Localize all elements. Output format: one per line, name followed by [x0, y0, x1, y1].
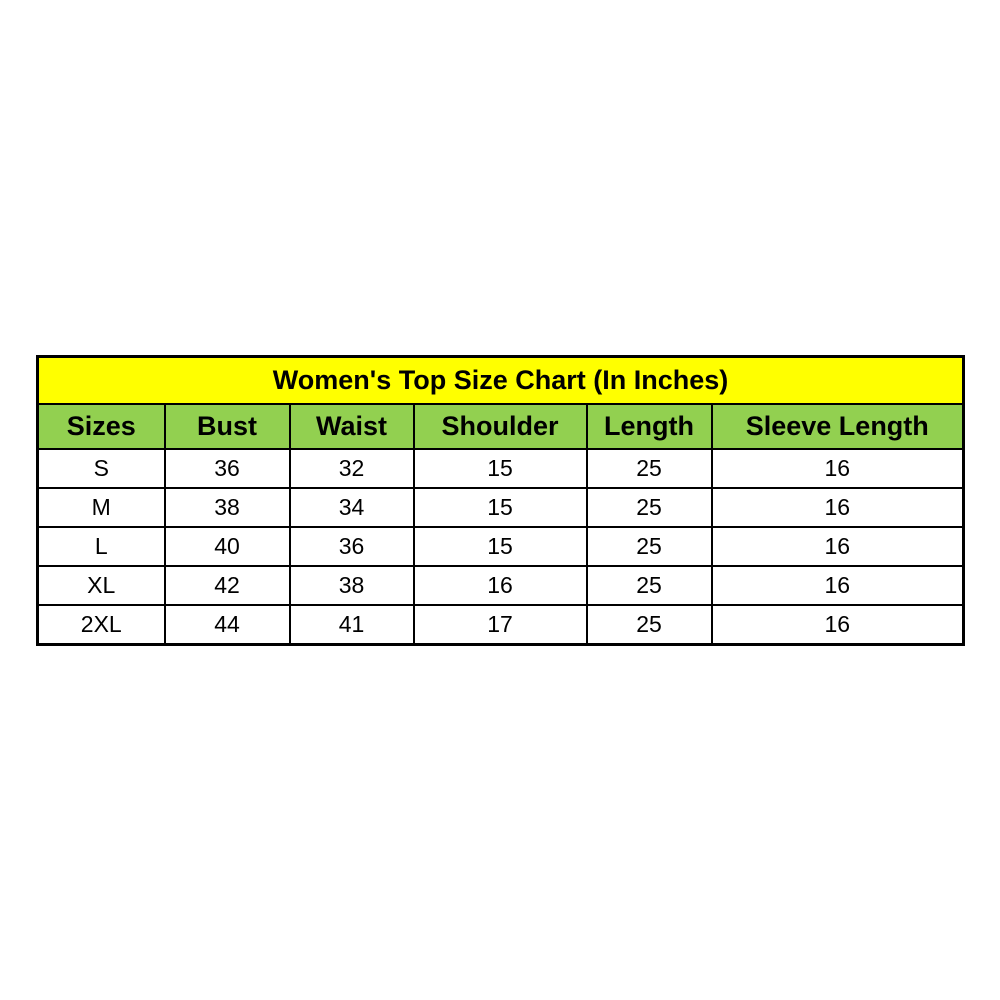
measurement-cell: 15 [414, 488, 587, 527]
measurement-cell: 25 [587, 566, 712, 605]
measurement-cell: 36 [290, 527, 414, 566]
column-header-length: Length [587, 404, 712, 449]
measurement-cell: 44 [165, 605, 290, 645]
column-header-waist: Waist [290, 404, 414, 449]
measurement-cell: 41 [290, 605, 414, 645]
measurement-cell: 16 [712, 449, 964, 488]
measurement-cell: 25 [587, 488, 712, 527]
measurement-cell: 38 [290, 566, 414, 605]
measurement-cell: 34 [290, 488, 414, 527]
measurement-cell: 25 [587, 527, 712, 566]
measurement-cell: 16 [414, 566, 587, 605]
column-header-bust: Bust [165, 404, 290, 449]
table-title: Women's Top Size Chart (In Inches) [38, 357, 964, 405]
measurement-cell: 32 [290, 449, 414, 488]
size-label-cell: 2XL [38, 605, 165, 645]
measurement-cell: 16 [712, 605, 964, 645]
measurement-cell: 17 [414, 605, 587, 645]
measurement-cell: 16 [712, 488, 964, 527]
measurement-cell: 42 [165, 566, 290, 605]
table-row-size-l [38, 527, 964, 566]
size-chart-table [36, 355, 965, 646]
size-label-cell: M [38, 488, 165, 527]
table-row-size-m [38, 488, 964, 527]
measurement-cell: 36 [165, 449, 290, 488]
size-label-cell: XL [38, 566, 165, 605]
column-header-sizes: Sizes [38, 404, 165, 449]
measurement-cell: 40 [165, 527, 290, 566]
measurement-cell: 16 [712, 527, 964, 566]
table-title-row [38, 357, 964, 405]
table-row-size-2xl [38, 605, 964, 645]
measurement-cell: 25 [587, 605, 712, 645]
column-header-shoulder: Shoulder [414, 404, 587, 449]
measurement-cell: 38 [165, 488, 290, 527]
measurement-cell: 15 [414, 449, 587, 488]
table-row-size-xl [38, 566, 964, 605]
measurement-cell: 15 [414, 527, 587, 566]
size-label-cell: L [38, 527, 165, 566]
measurement-cell: 16 [712, 566, 964, 605]
table-row-size-s [38, 449, 964, 488]
column-header-sleeve-length: Sleeve Length [712, 404, 964, 449]
size-label-cell: S [38, 449, 165, 488]
measurement-cell: 25 [587, 449, 712, 488]
table-header-row [38, 404, 964, 449]
